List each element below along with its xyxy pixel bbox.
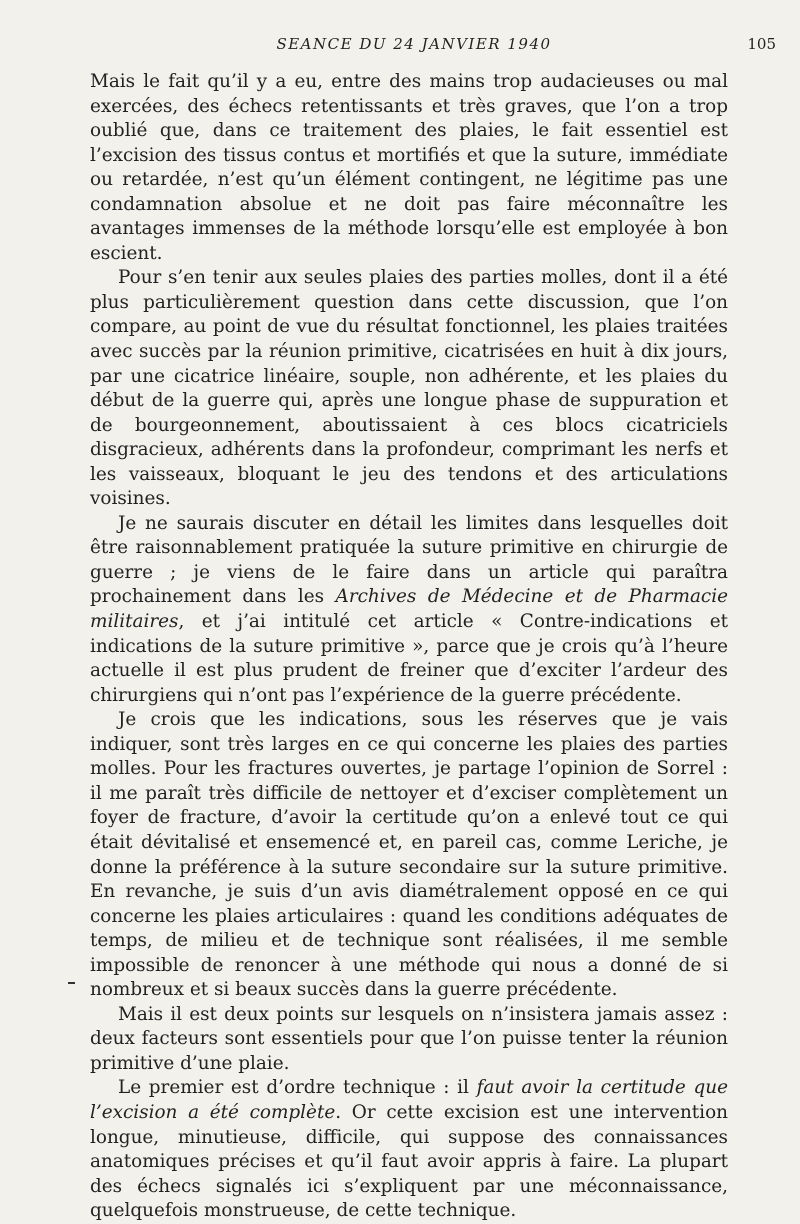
paragraph-6-text-b: . Or cette excision est une intervention longue, minutieuse, difficile, qui suppose des connaissances anatomiques précises et qu’il faut avoir appris à faire. La plupart des échecs signalés ici s’expliquent par une méconnaissance, quelquefois monstrueuse, de cette technique. bbox=[90, 1101, 728, 1222]
page-number: 105 bbox=[747, 35, 776, 53]
paragraph-5: Mais il est deux points sur lesquels on n’insistera jamais assez : deux facteurs sont essentiels pour que l’on puisse tenter la réunion primitive d’une plaie. bbox=[90, 1003, 728, 1074]
page-header bbox=[0, 33, 800, 57]
paragraph-3-text-a: Je ne saurais discuter en détail les limites dans lesquelles doit être raisonnablement pratiquée la suture primitive en chirurgie de guerre ; je viens de le faire dans un article qui paraîtra prochainement dans les bbox=[90, 512, 728, 608]
emphasis-excision: faut avoir la certitude que l’excision a été complète bbox=[90, 1077, 728, 1123]
paragraph-3-text-b: , et j’ai intitulé cet article « Contre-indications et indications de la suture primitive », parce que je crois qu’à l’heure actuelle il est plus prudent de freiner que d’exciter l’ardeur des chirurgiens qui n’ont pas l’expérience de la guerre précédente. bbox=[90, 611, 728, 706]
paragraph-2: Pour s’en tenir aux seules plaies des parties molles, dont il a été plus particulièrement question dans cette discussion, que l’on compare, au point de vue du résultat fonctionnel, les plaies traitées avec succès par la réunion primitive, cicatrisées en huit à dix jours, par une cicatrice linéaire, souple, non adhérente, et les plaies du début de la guerre qui, après une longue phase de suppuration et de bourgeonnement, aboutissaient à ces blocs cicatriciels disgracieux, adhérents dans la profondeur, comprimant les nerfs et les vaisseaux, bloquant le jeu des tendons et des articulations voisines. bbox=[90, 267, 728, 510]
paragraph-3 bbox=[90, 512, 728, 708]
paragraph-1: Mais le fait qu’il y a eu, entre des mains trop audacieuses ou mal exercées, des échecs retentissants et très graves, que l’on a trop oublié que, dans ce traitement des plaies, le fait essentiel est l’excision des tissus contus et mortifiés et que la suture, immédiate ou retardée, n’est qu’un élément contingent, ne légitime pas une condamnation absolue et ne doit pas faire méconnaître les avantages immenses de la méthode lorsqu’elle est employée à bon escient. bbox=[90, 71, 728, 264]
body-text bbox=[90, 70, 728, 1224]
paragraph-6-text-a: Le premier est d’ordre technique : il bbox=[118, 1077, 477, 1099]
paragraph-4: Je crois que les indications, sous les réserves que je vais indiquer, sont très larges en ce qui concerne les plaies des parties molles. Pour les fractures ouvertes, je partage l’opinion de Sorrel : il me paraît très difficile de nettoyer et d’exciser complètement un foyer de fracture, d’avoir la certitude qu’on a enlevé tout ce qui était dévitalisé et ensemencé et, en pareil cas, comme Leriche, je donne la préférence à la suture secondaire sur la suture primitive. En revanche, je suis d’un avis diamétralement opposé en ce qui concerne les plaies articulaires : quand les conditions adéquates de temps, de milieu et de technique sont réalisées, il me semble impossible de renoncer à une méthode qui nous a donné de si nombreux et si beaux succès dans la guerre précédente. bbox=[90, 709, 728, 1001]
paragraph-6 bbox=[90, 1076, 728, 1223]
journal-title: Archives de Médecine et de Pharmacie militaires bbox=[90, 586, 728, 633]
running-title: SEANCE DU 24 JANVIER 1940 bbox=[276, 35, 552, 53]
margin-mark bbox=[68, 982, 75, 984]
